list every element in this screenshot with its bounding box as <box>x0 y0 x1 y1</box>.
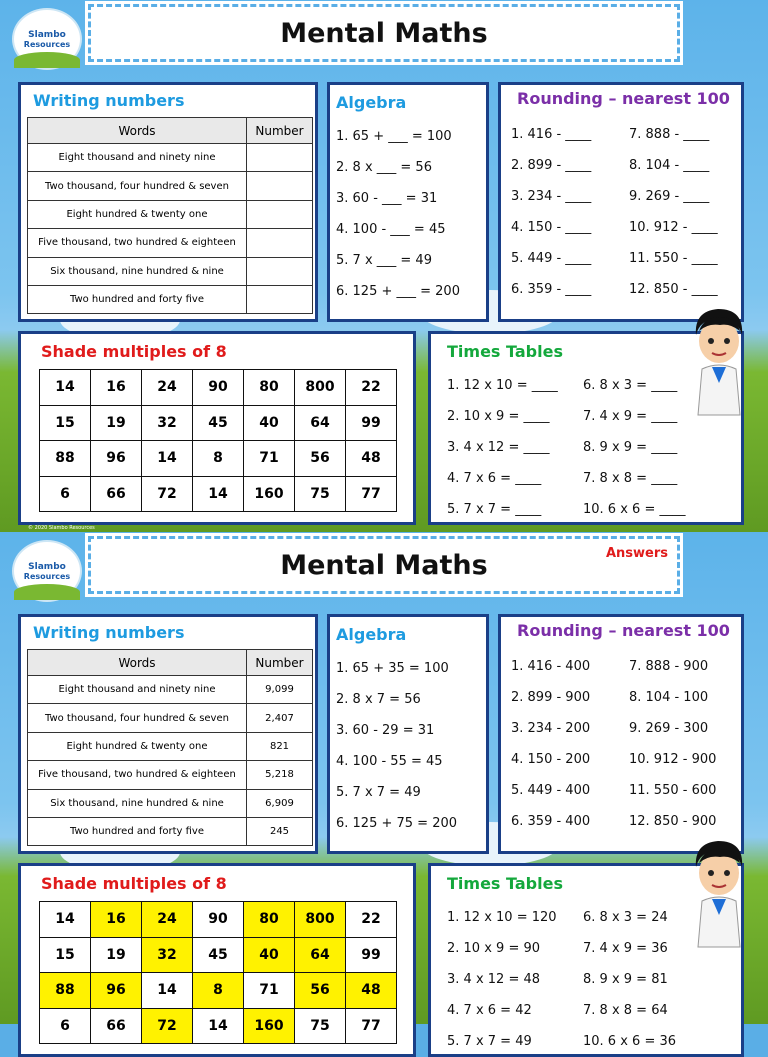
algebra-panel <box>327 614 489 854</box>
number-answer: 245 <box>247 817 313 845</box>
algebra-title: Algebra <box>336 93 407 112</box>
number-words: Eight thousand and ninety nine <box>28 144 247 172</box>
rounding-question: 9. 269 - ____ <box>629 189 710 204</box>
rounding-question: 6. 359 - ____ <box>511 282 592 297</box>
grid-row <box>40 973 397 1009</box>
grid-row <box>40 441 397 477</box>
rounding-question: 8. 104 - ____ <box>629 158 710 173</box>
grid-cell-shaded: 96 <box>91 973 142 1009</box>
number-answer <box>247 257 313 285</box>
words-header: Words <box>28 650 247 676</box>
grid-cell-shaded: 160 <box>244 1008 295 1044</box>
grid-cell: 8 <box>193 441 244 477</box>
grid-cell: 99 <box>346 405 397 441</box>
grid-cell: 800 <box>295 370 346 406</box>
grid-cell: 19 <box>91 937 142 973</box>
grid-cell: 160 <box>244 476 295 512</box>
writing-numbers-title: Writing numbers <box>33 91 185 110</box>
times-question: 4. 7 x 6 = 42 <box>447 1003 532 1018</box>
grid-cell-shaded: 48 <box>346 973 397 1009</box>
table-row <box>28 172 313 200</box>
grid-cell: 71 <box>244 441 295 477</box>
grid-cell: 90 <box>193 902 244 938</box>
table-row <box>28 229 313 257</box>
times-question: 8. 9 x 9 = 81 <box>583 972 668 987</box>
times-question: 3. 4 x 12 = 48 <box>447 972 541 987</box>
grid-cell: 99 <box>346 937 397 973</box>
rounding-question: 1. 416 - 400 <box>511 659 591 674</box>
grid-cell-shaded: 800 <box>295 902 346 938</box>
rounding-panel <box>498 614 744 854</box>
rounding-column-1 <box>511 119 591 305</box>
rounding-column-1 <box>511 651 590 837</box>
copyright-footer: © 2020 Slambo Resources <box>28 525 95 531</box>
times-question: 10. 6 x 6 = ____ <box>583 502 686 517</box>
multiples-panel <box>18 863 416 1057</box>
grid-cell: 71 <box>244 973 295 1009</box>
page-title: Mental Maths <box>280 17 488 49</box>
grid-row <box>40 937 397 973</box>
grid-cell-shaded: 40 <box>244 937 295 973</box>
times-tables-title: Times Tables <box>447 874 563 893</box>
number-words: Two hundred and forty five <box>28 285 247 313</box>
times-question: 7. 8 x 8 = ____ <box>583 471 678 486</box>
logo-text: Slambo <box>28 29 66 40</box>
algebra-question: 6. 125 + ___ = 200 <box>336 284 460 299</box>
algebra-question: 6. 125 + 75 = 200 <box>336 816 458 831</box>
slambo-logo <box>12 8 82 70</box>
grid-row <box>40 370 397 406</box>
table-row <box>28 144 313 172</box>
number-words: Five thousand, two hundred & eighteen <box>28 229 247 257</box>
number-words: Eight thousand and ninety nine <box>28 676 247 704</box>
times-question: 7. 8 x 8 = 64 <box>583 1003 668 1018</box>
rounding-question: 12. 850 - ____ <box>629 282 718 297</box>
rounding-title: Rounding – nearest 100 <box>517 621 730 640</box>
title-banner <box>88 4 680 62</box>
title-banner <box>88 536 680 594</box>
rounding-question: 8. 104 - 100 <box>629 690 709 705</box>
times-column-2 <box>583 370 685 525</box>
number-words: Two thousand, four hundred & seven <box>28 172 247 200</box>
grid-row <box>40 1008 397 1044</box>
table-row <box>28 676 313 704</box>
times-column-2 <box>583 902 676 1057</box>
algebra-question: 5. 7 x 7 = 49 <box>336 785 421 800</box>
rounding-question: 2. 899 - 900 <box>511 690 591 705</box>
grid-cell: 75 <box>295 476 346 512</box>
grid-cell: 45 <box>193 937 244 973</box>
grid-row <box>40 476 397 512</box>
worksheet-page <box>0 532 768 1049</box>
number-answer <box>247 172 313 200</box>
grid-cell: 66 <box>91 1008 142 1044</box>
rounding-question: 7. 888 - ____ <box>629 127 710 142</box>
table-row <box>28 200 313 228</box>
logo-text: Resources <box>23 39 71 49</box>
grid-row <box>40 902 397 938</box>
rounding-question: 5. 449 - 400 <box>511 783 591 798</box>
algebra-question: 5. 7 x ___ = 49 <box>336 253 432 268</box>
grid-cell-shaded: 56 <box>295 973 346 1009</box>
multiples-title: Shade multiples of 8 <box>41 874 227 893</box>
number-header: Number <box>247 118 313 144</box>
grid-cell-shaded: 24 <box>142 902 193 938</box>
table-row <box>28 257 313 285</box>
grid-cell-shaded: 80 <box>244 902 295 938</box>
grid-cell: 77 <box>346 1008 397 1044</box>
logo-text: Resources <box>23 571 71 581</box>
grid-cell: 75 <box>295 1008 346 1044</box>
grid-cell: 24 <box>142 370 193 406</box>
number-words: Eight hundred & twenty one <box>28 200 247 228</box>
writing-numbers-table <box>27 649 313 846</box>
number-words: Six thousand, nine hundred & nine <box>28 789 247 817</box>
grid-cell-shaded: 32 <box>142 937 193 973</box>
scientist-boy-icon <box>690 837 748 947</box>
times-question: 2. 10 x 9 = 90 <box>447 941 541 956</box>
table-row <box>28 704 313 732</box>
rounding-question: 4. 150 - ____ <box>511 220 592 235</box>
grid-cell-shaded: 8 <box>193 973 244 1009</box>
times-question: 5. 7 x 7 = 49 <box>447 1034 532 1049</box>
grid-cell: 56 <box>295 441 346 477</box>
writing-numbers-panel <box>18 614 318 854</box>
algebra-question: 3. 60 - 29 = 31 <box>336 723 435 738</box>
rounding-question: 9. 269 - 300 <box>629 721 709 736</box>
number-answer <box>247 200 313 228</box>
grid-cell: 88 <box>40 441 91 477</box>
times-question: 7. 4 x 9 = ____ <box>583 409 678 424</box>
grid-row <box>40 405 397 441</box>
algebra-list <box>336 121 460 307</box>
times-question: 5. 7 x 7 = ____ <box>447 502 542 517</box>
slambo-logo <box>12 540 82 602</box>
algebra-title: Algebra <box>336 625 407 644</box>
algebra-question: 2. 8 x ___ = 56 <box>336 160 432 175</box>
grid-cell: 40 <box>244 405 295 441</box>
multiples-grid <box>39 901 397 1044</box>
multiples-title: Shade multiples of 8 <box>41 342 227 361</box>
grid-cell: 14 <box>193 476 244 512</box>
number-words: Eight hundred & twenty one <box>28 732 247 760</box>
grid-cell: 72 <box>142 476 193 512</box>
page-title: Mental Maths <box>280 549 488 581</box>
times-tables-title: Times Tables <box>447 342 563 361</box>
rounding-question: 7. 888 - 900 <box>629 659 709 674</box>
grid-cell: 6 <box>40 476 91 512</box>
table-row <box>28 732 313 760</box>
number-answer: 2,407 <box>247 704 313 732</box>
grid-cell: 14 <box>193 1008 244 1044</box>
number-answer <box>247 229 313 257</box>
grid-cell-shaded: 16 <box>91 902 142 938</box>
scientist-boy-icon <box>690 305 748 415</box>
grid-cell: 14 <box>40 902 91 938</box>
rounding-column-2 <box>629 119 718 305</box>
grid-cell: 15 <box>40 405 91 441</box>
grid-cell: 14 <box>142 973 193 1009</box>
number-answer <box>247 144 313 172</box>
times-question: 10. 6 x 6 = 36 <box>583 1034 677 1049</box>
times-question: 6. 8 x 3 = ____ <box>583 378 678 393</box>
number-answer: 5,218 <box>247 761 313 789</box>
grid-cell: 90 <box>193 370 244 406</box>
algebra-question: 4. 100 - 55 = 45 <box>336 754 443 769</box>
grid-cell: 22 <box>346 370 397 406</box>
algebra-question: 2. 8 x 7 = 56 <box>336 692 421 707</box>
number-answer: 9,099 <box>247 676 313 704</box>
rounding-question: 6. 359 - 400 <box>511 814 591 829</box>
algebra-question: 4. 100 - ___ = 45 <box>336 222 446 237</box>
rounding-column-2 <box>629 651 716 837</box>
words-header: Words <box>28 118 247 144</box>
grid-cell: 48 <box>346 441 397 477</box>
writing-numbers-title: Writing numbers <box>33 623 185 642</box>
times-question: 2. 10 x 9 = ____ <box>447 409 550 424</box>
algebra-panel <box>327 82 489 322</box>
grid-cell: 96 <box>91 441 142 477</box>
grid-cell: 45 <box>193 405 244 441</box>
times-question: 1. 12 x 10 = 120 <box>447 910 557 925</box>
grid-cell: 80 <box>244 370 295 406</box>
table-row <box>28 285 313 313</box>
algebra-list <box>336 653 457 839</box>
grid-cell-shaded: 64 <box>295 937 346 973</box>
grid-cell-shaded: 72 <box>142 1008 193 1044</box>
algebra-question: 3. 60 - ___ = 31 <box>336 191 438 206</box>
rounding-question: 2. 899 - ____ <box>511 158 592 173</box>
answers-label: Answers <box>605 546 668 561</box>
grid-cell: 19 <box>91 405 142 441</box>
number-answer: 821 <box>247 732 313 760</box>
number-answer <box>247 285 313 313</box>
number-words: Five thousand, two hundred & eighteen <box>28 761 247 789</box>
rounding-question: 4. 150 - 200 <box>511 752 591 767</box>
grid-cell: 14 <box>142 441 193 477</box>
logo-text: Slambo <box>28 561 66 572</box>
number-header: Number <box>247 650 313 676</box>
grid-cell: 15 <box>40 937 91 973</box>
times-question: 1. 12 x 10 = ____ <box>447 378 558 393</box>
number-answer: 6,909 <box>247 789 313 817</box>
table-row <box>28 761 313 789</box>
grid-cell: 14 <box>40 370 91 406</box>
times-question: 8. 9 x 9 = ____ <box>583 440 678 455</box>
grid-cell: 66 <box>91 476 142 512</box>
grid-cell: 64 <box>295 405 346 441</box>
rounding-question: 5. 449 - ____ <box>511 251 592 266</box>
table-row <box>28 817 313 845</box>
writing-numbers-table <box>27 117 313 314</box>
grid-cell: 32 <box>142 405 193 441</box>
rounding-question: 3. 234 - 200 <box>511 721 591 736</box>
number-words: Two thousand, four hundred & seven <box>28 704 247 732</box>
algebra-question: 1. 65 + ___ = 100 <box>336 129 452 144</box>
grid-cell: 77 <box>346 476 397 512</box>
rounding-question: 12. 850 - 900 <box>629 814 717 829</box>
multiples-grid <box>39 369 397 512</box>
times-question: 4. 7 x 6 = ____ <box>447 471 542 486</box>
multiples-panel <box>18 331 416 525</box>
rounding-question: 1. 416 - ____ <box>511 127 592 142</box>
times-question: 3. 4 x 12 = ____ <box>447 440 550 455</box>
algebra-question: 1. 65 + 35 = 100 <box>336 661 449 676</box>
number-words: Two hundred and forty five <box>28 817 247 845</box>
table-row <box>28 789 313 817</box>
rounding-panel <box>498 82 744 322</box>
times-question: 6. 8 x 3 = 24 <box>583 910 668 925</box>
times-question: 7. 4 x 9 = 36 <box>583 941 668 956</box>
grid-cell: 16 <box>91 370 142 406</box>
writing-numbers-panel <box>18 82 318 322</box>
rounding-question: 11. 550 - ____ <box>629 251 718 266</box>
grid-cell: 22 <box>346 902 397 938</box>
rounding-question: 3. 234 - ____ <box>511 189 592 204</box>
rounding-question: 11. 550 - 600 <box>629 783 717 798</box>
grid-cell-shaded: 88 <box>40 973 91 1009</box>
rounding-question: 10. 912 - 900 <box>629 752 717 767</box>
grid-cell: 6 <box>40 1008 91 1044</box>
times-column-1 <box>447 902 557 1057</box>
rounding-title: Rounding – nearest 100 <box>517 89 730 108</box>
times-column-1 <box>447 370 558 525</box>
number-words: Six thousand, nine hundred & nine <box>28 257 247 285</box>
rounding-question: 10. 912 - ____ <box>629 220 718 235</box>
